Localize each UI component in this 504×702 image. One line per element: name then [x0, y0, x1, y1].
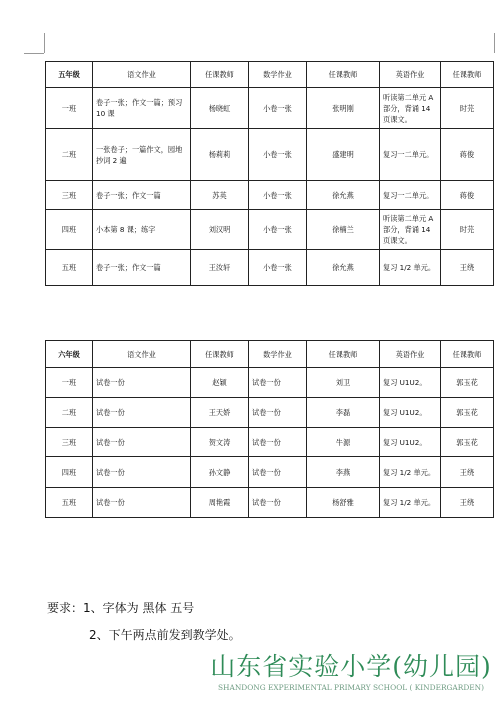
chinese-homework-cell: 试卷一份 [93, 428, 191, 457]
header-cell: 任课教师 [191, 341, 249, 368]
chinese-teacher-cell: 刘汉明 [191, 210, 249, 250]
chinese-homework-cell: 试卷一份 [93, 457, 191, 488]
chinese-homework-cell: 卷子一张；作文一篇 [93, 250, 191, 286]
chinese-teacher-cell: 王天娇 [191, 398, 249, 428]
english-homework-cell: 听读第二单元 A 部分，背诵 14 页课文。 [380, 210, 441, 250]
math-homework-cell: 试卷一份 [249, 457, 307, 488]
english-homework-cell: 复习一二单元。 [380, 129, 441, 181]
chinese-homework-cell: 试卷一份 [93, 398, 191, 428]
grade6-homework-table [45, 340, 494, 518]
class-cell: 四班 [46, 210, 93, 250]
table-row [46, 368, 494, 398]
english-homework-cell: 复习一二单元。 [380, 181, 441, 210]
crop-mark [24, 53, 44, 54]
table-row [46, 398, 494, 428]
math-teacher-cell: 李燕 [307, 457, 380, 488]
english-teacher-cell: 时芫 [441, 88, 494, 129]
header-cell: 任课教师 [307, 62, 380, 88]
header-cell: 任课教师 [441, 62, 494, 88]
header-cell: 语文作业 [93, 62, 191, 88]
header-cell: 语文作业 [93, 341, 191, 368]
chinese-homework-cell: 卷子一张；作文一篇 [93, 181, 191, 210]
table-row [46, 88, 494, 129]
english-teacher-cell: 王绕 [441, 488, 494, 518]
chinese-teacher-cell: 王汝轩 [191, 250, 249, 286]
requirement-line-1: 要求：1、字体为 黑体 五号 [47, 601, 195, 615]
class-cell: 三班 [46, 428, 93, 457]
math-teacher-cell: 徐楠兰 [307, 210, 380, 250]
math-teacher-cell: 杨舒雅 [307, 488, 380, 518]
crop-mark [44, 33, 45, 53]
header-cell: 数学作业 [249, 341, 307, 368]
class-cell: 三班 [46, 181, 93, 210]
english-teacher-cell: 蒋俊 [441, 181, 494, 210]
math-homework-cell: 试卷一份 [249, 368, 307, 398]
table-row [46, 129, 494, 181]
english-homework-cell: 复习 1/2 单元。 [380, 457, 441, 488]
table-row [46, 457, 494, 488]
english-homework-cell: 听读第二单元 A 部分，背诵 14 页课文。 [380, 88, 441, 129]
english-teacher-cell: 时芫 [441, 210, 494, 250]
math-homework-cell: 小卷一张 [249, 129, 307, 181]
table-header-row [46, 341, 494, 368]
chinese-teacher-cell: 杨莉莉 [191, 129, 249, 181]
header-cell: 英语作业 [380, 62, 441, 88]
grade5-homework-table [45, 61, 494, 286]
header-cell: 数学作业 [249, 62, 307, 88]
math-teacher-cell: 牛源 [307, 428, 380, 457]
math-teacher-cell: 李磊 [307, 398, 380, 428]
crop-mark [494, 33, 495, 53]
math-homework-cell: 小卷一张 [249, 250, 307, 286]
school-logo-chinese: 山东省实验小学(幼儿园) [210, 652, 492, 681]
table-row [46, 250, 494, 286]
class-cell: 五班 [46, 250, 93, 286]
math-homework-cell: 试卷一份 [249, 398, 307, 428]
header-cell: 任课教师 [191, 62, 249, 88]
header-cell: 任课教师 [441, 341, 494, 368]
class-cell: 一班 [46, 368, 93, 398]
chinese-teacher-cell: 苏英 [191, 181, 249, 210]
english-homework-cell: 复习 1/2 单元。 [380, 250, 441, 286]
chinese-teacher-cell: 贺文涛 [191, 428, 249, 457]
class-cell: 四班 [46, 457, 93, 488]
math-homework-cell: 试卷一份 [249, 428, 307, 457]
english-teacher-cell: 蒋俊 [441, 129, 494, 181]
math-teacher-cell: 张明刚 [307, 88, 380, 129]
math-homework-cell: 小卷一张 [249, 88, 307, 129]
english-teacher-cell: 郭玉花 [441, 368, 494, 398]
school-logo [206, 652, 496, 697]
table-header-row [46, 62, 494, 88]
header-cell: 英语作业 [380, 341, 441, 368]
table-row [46, 428, 494, 457]
chinese-teacher-cell: 杨晓虹 [191, 88, 249, 129]
chinese-teacher-cell: 孙文静 [191, 457, 249, 488]
header-cell: 六年级 [46, 341, 93, 368]
school-logo-english: SHANDONG EXPERIMENTAL PRIMARY SCHOOL ( KINDERGARDEN) [217, 683, 485, 692]
chinese-teacher-cell: 周艳霞 [191, 488, 249, 518]
math-teacher-cell: 刘卫 [307, 368, 380, 398]
table-row [46, 181, 494, 210]
english-teacher-cell: 王绕 [441, 250, 494, 286]
english-homework-cell: 复习 1/2 单元。 [380, 488, 441, 518]
requirement-line-2: 2、下午两点前发到教学处。 [89, 628, 241, 642]
math-teacher-cell: 徐允燕 [307, 250, 380, 286]
english-homework-cell: 复习 U1U2。 [380, 428, 441, 457]
english-homework-cell: 复习 U1U2。 [380, 398, 441, 428]
class-cell: 二班 [46, 398, 93, 428]
english-teacher-cell: 郭玉花 [441, 398, 494, 428]
class-cell: 五班 [46, 488, 93, 518]
chinese-homework-cell: 卷子一张；作文一篇；预习 10 课 [93, 88, 191, 129]
math-teacher-cell: 盛建明 [307, 129, 380, 181]
class-cell: 二班 [46, 129, 93, 181]
chinese-teacher-cell: 赵颖 [191, 368, 249, 398]
english-teacher-cell: 郭玉花 [441, 428, 494, 457]
table-row [46, 488, 494, 518]
math-homework-cell: 小卷一张 [249, 181, 307, 210]
chinese-homework-cell: 试卷一份 [93, 488, 191, 518]
table-row [46, 210, 494, 250]
header-cell: 五年级 [46, 62, 93, 88]
chinese-homework-cell: 一张卷子；一篇作文，园地抄词 2 遍 [93, 129, 191, 181]
math-homework-cell: 试卷一份 [249, 488, 307, 518]
math-teacher-cell: 徐允燕 [307, 181, 380, 210]
english-teacher-cell: 王绕 [441, 457, 494, 488]
chinese-homework-cell: 小本第 8 课；练字 [93, 210, 191, 250]
class-cell: 一班 [46, 88, 93, 129]
header-cell: 任课教师 [307, 341, 380, 368]
math-homework-cell: 小卷一张 [249, 210, 307, 250]
english-homework-cell: 复习 U1U2。 [380, 368, 441, 398]
chinese-homework-cell: 试卷一份 [93, 368, 191, 398]
